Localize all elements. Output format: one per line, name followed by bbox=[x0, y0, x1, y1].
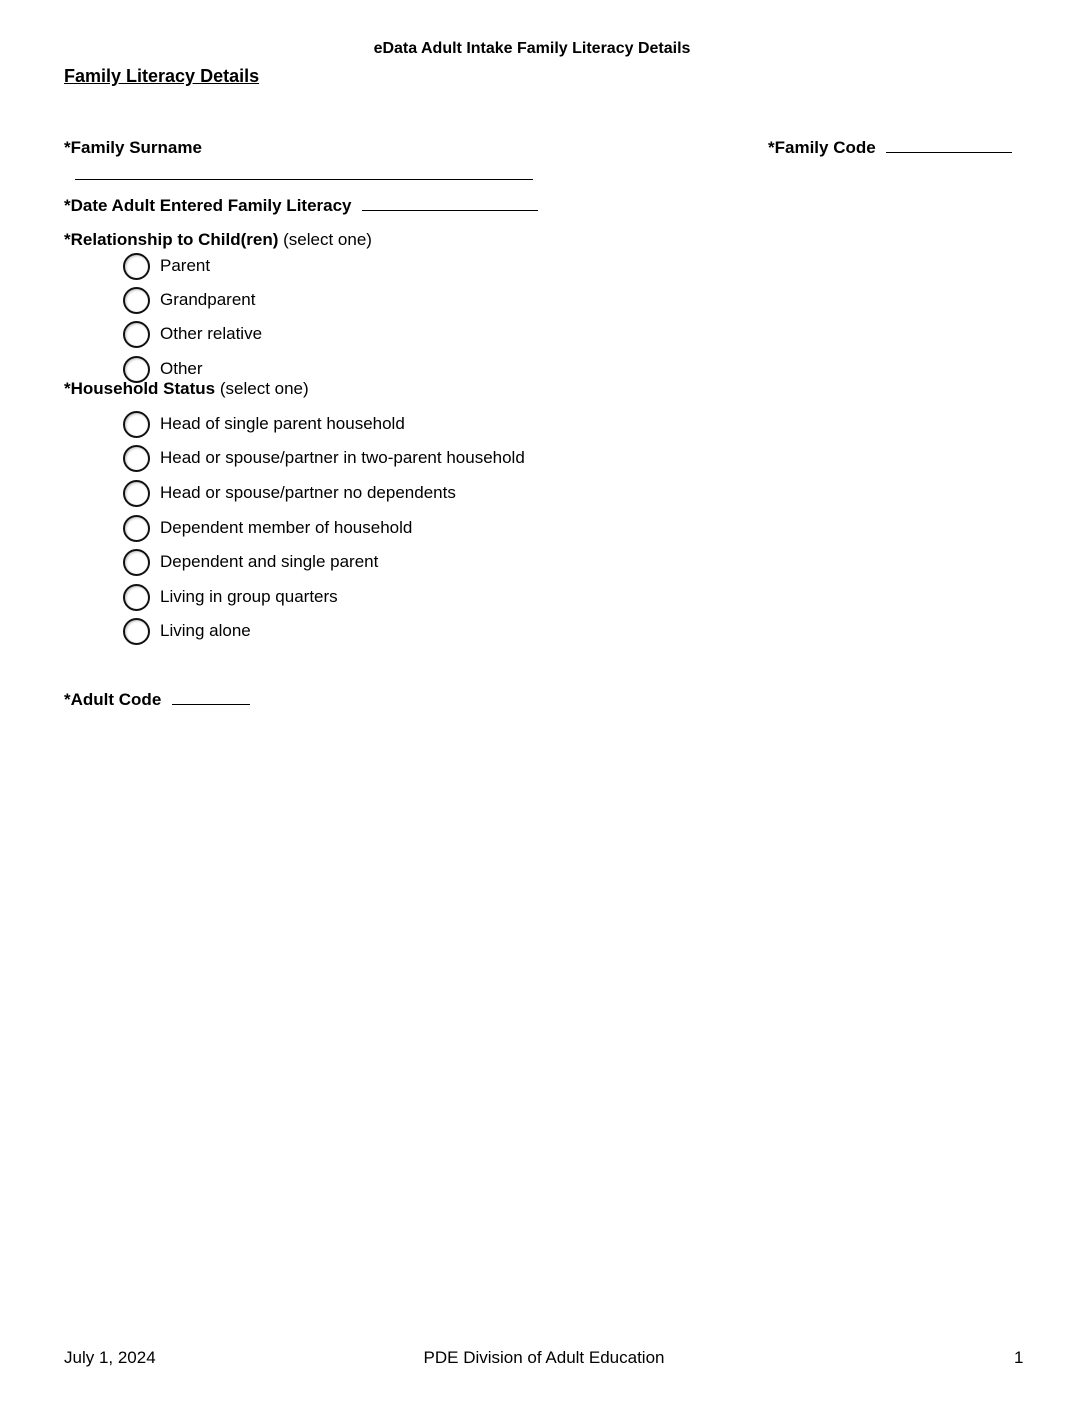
radio-button-icon[interactable] bbox=[123, 287, 150, 314]
relationship-label: *Relationship to Child(ren) bbox=[64, 230, 279, 249]
household-option[interactable] bbox=[123, 546, 378, 578]
radio-button-icon[interactable] bbox=[123, 321, 150, 348]
relationship-option[interactable] bbox=[123, 284, 255, 316]
date-entered-row bbox=[64, 196, 538, 216]
adult-code-row bbox=[64, 690, 250, 710]
household-hint: (select one) bbox=[219, 379, 309, 398]
radio-button-icon[interactable] bbox=[123, 480, 150, 507]
option-label: Dependent member of household bbox=[160, 518, 413, 537]
family-surname-label: *Family Surname bbox=[64, 138, 202, 157]
relationship-option[interactable] bbox=[123, 318, 262, 350]
household-option[interactable] bbox=[123, 408, 405, 440]
family-code-row bbox=[768, 138, 1012, 158]
family-surname-input[interactable] bbox=[75, 164, 533, 180]
document-title: eData Adult Intake Family Literacy Details bbox=[373, 40, 691, 57]
household-option[interactable] bbox=[123, 477, 456, 509]
household-option[interactable] bbox=[123, 442, 525, 474]
option-label: Other bbox=[160, 359, 203, 378]
option-label: Living in group quarters bbox=[160, 587, 338, 606]
adult-code-input[interactable] bbox=[172, 690, 250, 705]
date-entered-input[interactable] bbox=[362, 196, 538, 211]
relationship-hint: (select one) bbox=[283, 230, 372, 249]
radio-button-icon[interactable] bbox=[123, 445, 150, 472]
relationship-heading bbox=[64, 230, 372, 250]
adult-code-label: *Adult Code bbox=[64, 690, 162, 709]
option-label: Head or spouse/partner in two-parent household bbox=[160, 448, 525, 467]
household-option[interactable] bbox=[123, 581, 338, 613]
option-label: Grandparent bbox=[160, 290, 256, 309]
option-label: Head or spouse/partner no dependents bbox=[160, 483, 456, 502]
option-label: Head of single parent household bbox=[160, 414, 405, 433]
option-label: Parent bbox=[160, 256, 211, 275]
relationship-option[interactable] bbox=[123, 250, 210, 282]
page-number: 1 bbox=[1014, 1348, 1024, 1367]
radio-button-icon[interactable] bbox=[123, 515, 150, 542]
radio-button-icon[interactable] bbox=[123, 253, 150, 280]
family-code-input[interactable] bbox=[886, 138, 1012, 153]
household-label: *Household Status bbox=[64, 379, 216, 398]
option-label: Dependent and single parent bbox=[160, 552, 379, 571]
radio-button-icon[interactable] bbox=[123, 584, 150, 611]
family-code-label: *Family Code bbox=[768, 138, 876, 157]
radio-button-icon[interactable] bbox=[123, 411, 150, 438]
footer-date: July 1, 2024 bbox=[64, 1348, 156, 1367]
household-option[interactable] bbox=[123, 512, 412, 544]
option-label: Other relative bbox=[160, 324, 263, 343]
household-option[interactable] bbox=[123, 615, 251, 647]
household-heading bbox=[64, 379, 309, 399]
option-label: Living alone bbox=[160, 621, 251, 640]
section-title: Family Literacy Details bbox=[64, 66, 260, 86]
date-entered-label: *Date Adult Entered Family Literacy bbox=[64, 196, 352, 215]
radio-button-icon[interactable] bbox=[123, 549, 150, 576]
radio-button-icon[interactable] bbox=[123, 618, 150, 645]
footer-organization: PDE Division of Adult Education bbox=[423, 1348, 665, 1367]
